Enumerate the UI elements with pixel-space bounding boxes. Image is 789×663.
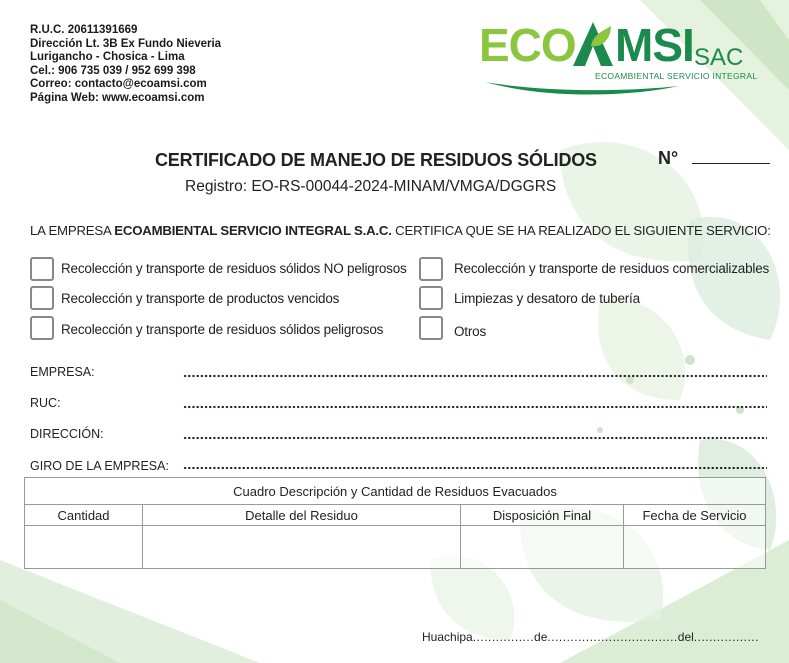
checkbox-peligrosos[interactable] [30, 316, 54, 340]
certificate-number-label: N° [658, 148, 679, 168]
option-label-no-peligrosos: Recolección y transporte de residuos sólidos NO peligrosos [61, 261, 407, 276]
year-field[interactable]: ................. [693, 630, 759, 644]
direccion-label: DIRECCIÓN: [30, 427, 104, 441]
de-text: de [534, 630, 548, 644]
cell-detalle[interactable] [143, 526, 461, 569]
direccion-field[interactable] [183, 436, 767, 440]
address-line-2: Lurigancho - Chosica - Lima [30, 51, 185, 64]
option-label-productos-vencidos: Recolección y transporte de productos vencidos [61, 291, 340, 306]
leaf-shape [598, 299, 685, 400]
logo-leaf-a-icon [571, 20, 615, 68]
checkbox-limpiezas[interactable] [419, 286, 443, 310]
logo-eco-text: ECO [479, 19, 576, 71]
del-text: del [677, 630, 694, 644]
registro-text: Registro: EO-RS-00044-2024-MINAM/VMGA/DGGRS [185, 178, 557, 195]
email-text: Correo: contacto@ecoamsi.com [30, 78, 207, 91]
checkbox-otros[interactable] [419, 316, 443, 340]
ruc-text: R.U.C. 20611391669 [30, 24, 138, 36]
date-line [422, 630, 759, 644]
certify-statement [30, 223, 771, 238]
column-header-cantidad: Cantidad [25, 505, 143, 526]
logo-sac-text: SAC [694, 44, 744, 71]
residues-table [24, 477, 766, 569]
checkbox-productos-vencidos[interactable] [30, 286, 54, 310]
website-text: Página Web: www.ecoamsi.com [30, 91, 205, 104]
empresa-label: EMPRESA: [30, 365, 95, 379]
phone-text: Cel.: 906 735 039 / 952 699 398 [30, 64, 196, 77]
logo-msi-text: MSI [615, 19, 694, 71]
giro-field[interactable] [183, 466, 767, 470]
logo-swoosh-icon [483, 78, 683, 100]
address-line-1: Dirección Lt. 3B Ex Fundo Nieveria [30, 37, 222, 50]
table-row [25, 526, 766, 569]
ruc-field[interactable] [183, 405, 767, 409]
checkbox-no-peligrosos[interactable] [30, 257, 54, 281]
certify-company: ECOAMBIENTAL SERVICIO INTEGRAL S.A.C. [114, 223, 392, 238]
table-caption: Cuadro Descripción y Cantidad de Residuos Evacuados [25, 478, 766, 505]
certify-suffix: CERTIFICA QUE SE HA REALIZADO EL SIGUIENTE SERVICIO: [391, 223, 771, 238]
empresa-field[interactable] [183, 374, 767, 378]
place-text: Huachipa [422, 630, 473, 644]
page-title: CERTIFICADO DE MANEJO DE RESIDUOS SÓLIDOS [155, 150, 597, 170]
decor-dot [685, 355, 695, 365]
column-header-detalle: Detalle del Residuo [143, 505, 461, 526]
contact-info [30, 24, 221, 106]
cell-disposicion[interactable] [461, 526, 624, 569]
logo-subtitle: ECOAMBIENTAL SERVICIO INTEGRAL [595, 71, 758, 81]
checkbox-comercializables[interactable] [419, 257, 443, 281]
option-label-otros: Otros [454, 324, 487, 339]
decor-dot [597, 427, 603, 433]
certificate-number-field[interactable] [692, 163, 770, 164]
certify-prefix: LA EMPRESA [30, 223, 115, 238]
month-field[interactable]: .................................. [547, 630, 678, 644]
ruc-label: RUC: [30, 396, 61, 410]
cell-fecha[interactable] [624, 526, 766, 569]
option-label-comercializables: Recolección y transporte de residuos comercializables [454, 261, 770, 276]
cell-cantidad[interactable] [25, 526, 143, 569]
option-label-peligrosos: Recolección y transporte de residuos sólidos peligrosos [61, 322, 384, 337]
column-header-fecha: Fecha de Servicio [624, 505, 766, 526]
giro-label: GIRO DE LA EMPRESA: [30, 459, 169, 473]
ecoamsi-logo [475, 14, 765, 102]
option-label-limpiezas: Limpiezas y desatoro de tubería [454, 291, 640, 306]
column-header-disposicion: Disposición Final [461, 505, 624, 526]
day-field[interactable]: ................ [472, 630, 535, 644]
